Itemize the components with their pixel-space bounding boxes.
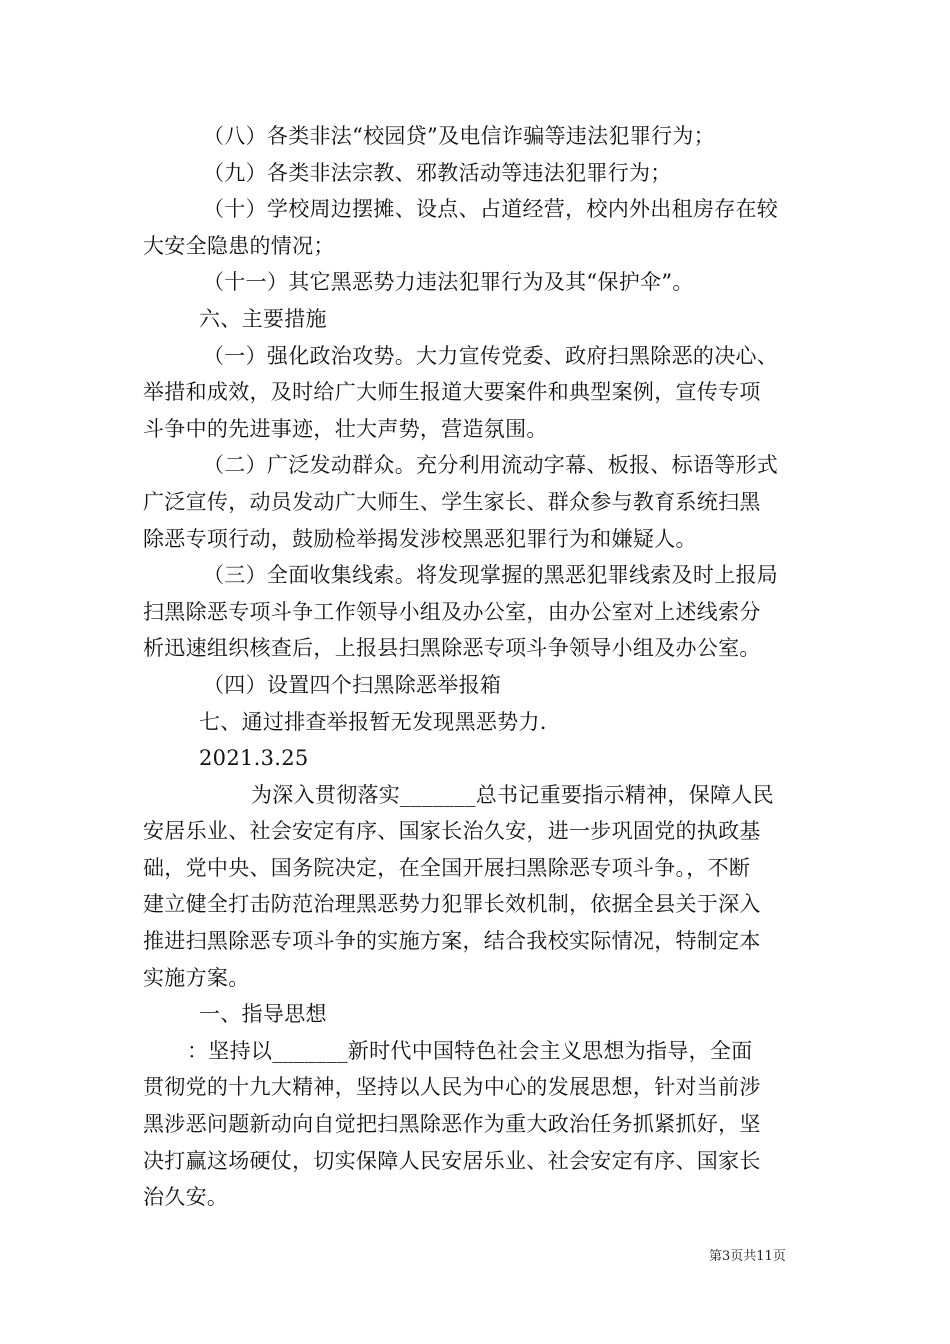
paragraph-line: （十）学校周边摆摊、设点、占道经营，校内外出租房存在较 bbox=[203, 197, 779, 222]
paragraph-line: （八）各类非法“校园贷”及电信诈骗等违法犯罪行为； bbox=[203, 124, 715, 148]
paragraph-line: （二）广泛发动群众。充分利用流动字幕、板报、标语等形式 bbox=[203, 453, 779, 478]
paragraph-line: （九）各类非法宗教、邪教活动等违法犯罪行为； bbox=[203, 160, 672, 185]
paragraph-line: 安居乐业、社会安定有序、国家长治久安，进一步巩固党的执政基 bbox=[143, 819, 761, 844]
section-heading: 一、指导思想 bbox=[199, 1002, 327, 1027]
paragraph-line: 为深入贯彻落实_______总书记重要指示精神，保障人民 bbox=[251, 782, 774, 807]
paragraph-line: 举措和成效，及时给广大师生报道大要案件和典型案例，宣传专项 bbox=[143, 380, 761, 405]
paragraph-line: 推进扫黑除恶专项斗争的实施方案，结合我校实际情况，特制定本 bbox=[143, 929, 761, 954]
paragraph-line: ：坚持以_______新时代中国特色社会主义思想为指导，全面 bbox=[187, 1038, 753, 1063]
paragraph-line: 广泛宣传，动员发动广大师生、学生家长、群众参与教育系统扫黑 bbox=[143, 489, 761, 514]
paragraph-line: （四）设置四个扫黑除恶举报箱 bbox=[203, 672, 502, 697]
paragraph-line: （三）全面收集线索。将发现掌握的黑恶犯罪线索及时上报局 bbox=[203, 563, 779, 588]
section-heading: 六、主要措施 bbox=[199, 306, 327, 331]
paragraph-line: （十一）其它黑恶势力违法犯罪行为及其“保护伞”。 bbox=[203, 270, 694, 295]
paragraph-line: 治久安。 bbox=[143, 1185, 229, 1210]
paragraph-line: 础，党中央、国务院决定，在全国开展扫黑除恶专项斗争。，不断 bbox=[143, 855, 751, 880]
paragraph-line: 斗争中的先进事迹，壮大声势，营造氛围。 bbox=[143, 416, 548, 441]
section-heading: 七、通过排查举报暂无发现黑恶势力. bbox=[199, 709, 547, 734]
paragraph-line: 黑涉恶问题新动向自觉把扫黑除恶作为重大政治任务抓紧抓好，坚 bbox=[143, 1112, 761, 1137]
paragraph-line: 决打赢这场硬仗，切实保障人民安居乐业、社会安定有序、国家长 bbox=[143, 1148, 761, 1173]
paragraph-line: 建立健全打击防范治理黑恶势力犯罪长效机制，依据全县关于深入 bbox=[143, 892, 761, 917]
paragraph-line: 除恶专项行动，鼓励检举揭发涉校黑恶犯罪行为和嫌疑人。 bbox=[143, 526, 697, 551]
paragraph-line: （一）强化政治攻势。大力宣传党委、政府扫黑除恶的决心、 bbox=[203, 343, 779, 368]
paragraph-line: 实施方案。 bbox=[143, 965, 250, 990]
paragraph-line: 贯彻党的十九大精神，坚持以人民为中心的发展思想，针对当前涉 bbox=[143, 1075, 761, 1100]
paragraph-line: 扫黑除恶专项斗争工作领导小组及办公室，由办公室对上述线索分 bbox=[143, 599, 761, 624]
paragraph-line: 析迅速组织核查后，上报县扫黑除恶专项斗争领导小组及办公室。 bbox=[143, 636, 761, 661]
page-number-footer: 第3页共11页 bbox=[709, 1249, 786, 1264]
document-date: 2021.3.25 bbox=[199, 746, 309, 771]
document-body bbox=[143, 118, 813, 1216]
paragraph-line: 大安全隐患的情况； bbox=[143, 233, 335, 258]
